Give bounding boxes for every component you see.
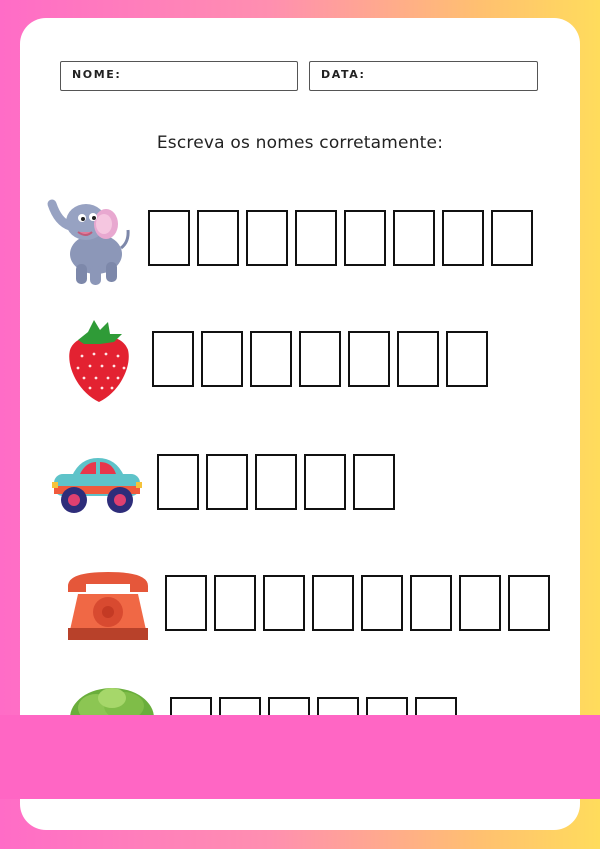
telephone-icon: [64, 568, 152, 642]
letter-box[interactable]: [397, 331, 439, 387]
bottom-banner: [0, 715, 600, 799]
name-field[interactable]: [60, 61, 298, 91]
letter-box[interactable]: [459, 575, 501, 631]
letter-box[interactable]: [446, 331, 488, 387]
letter-box[interactable]: [201, 331, 243, 387]
letter-box[interactable]: [206, 454, 248, 510]
name-label: NOME:: [72, 68, 122, 81]
letter-box[interactable]: [255, 454, 297, 510]
letter-box[interactable]: [442, 210, 484, 266]
letter-box[interactable]: [393, 210, 435, 266]
date-field[interactable]: [309, 61, 538, 91]
letter-box[interactable]: [157, 454, 199, 510]
letter-box[interactable]: [250, 331, 292, 387]
letter-box[interactable]: [197, 210, 239, 266]
elephant-icon: [46, 188, 132, 290]
letter-box[interactable]: [361, 575, 403, 631]
car-icon: [50, 452, 144, 518]
date-label: DATA:: [321, 68, 366, 81]
letter-box[interactable]: [348, 331, 390, 387]
worksheet: [20, 18, 580, 830]
letter-box[interactable]: [304, 454, 346, 510]
letter-box[interactable]: [295, 210, 337, 266]
letter-box[interactable]: [353, 454, 395, 510]
letter-box[interactable]: [299, 331, 341, 387]
letter-box[interactable]: [214, 575, 256, 631]
letter-box[interactable]: [410, 575, 452, 631]
letter-box[interactable]: [246, 210, 288, 266]
word-row-car: [20, 446, 580, 546]
letter-box[interactable]: [165, 575, 207, 631]
instruction-text: Escreva os nomes corretamente:: [156, 133, 444, 153]
letter-box[interactable]: [263, 575, 305, 631]
letter-box[interactable]: [491, 210, 533, 266]
letter-box[interactable]: [508, 575, 550, 631]
letter-box[interactable]: [148, 210, 190, 266]
letter-box[interactable]: [312, 575, 354, 631]
letter-box[interactable]: [344, 210, 386, 266]
letter-box[interactable]: [152, 331, 194, 387]
strawberry-icon: [64, 316, 134, 404]
